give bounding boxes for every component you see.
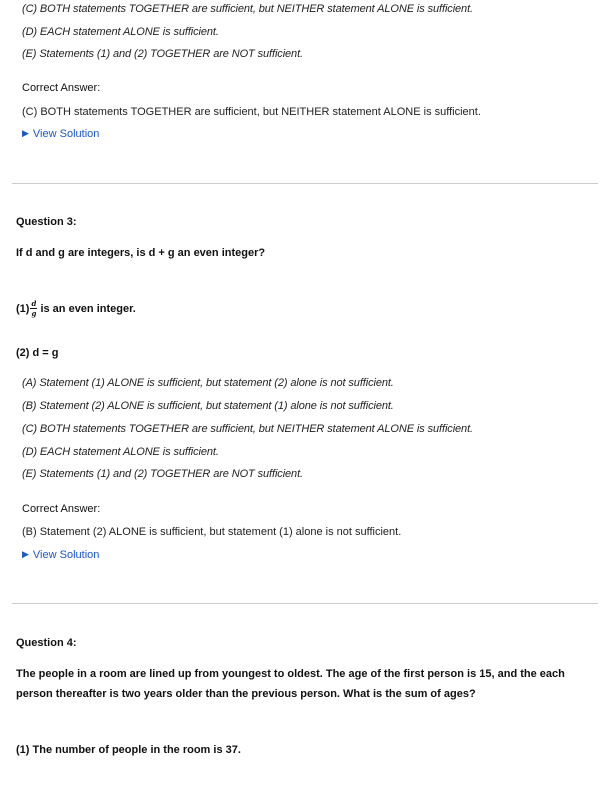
q3-statement-2: (2) d = g	[16, 347, 59, 359]
q2-view-solution-link[interactable]	[22, 128, 99, 140]
q3-view-solution-label: View Solution	[32, 549, 100, 561]
q4-question: The people in a room are lined up from youngest to oldest. The age of the first person is 15, and the each person thereafter is two years older than the previous person. What is the sum of ages?	[16, 668, 565, 700]
expand-triangle-icon: ▶	[22, 128, 29, 138]
q3-correct-answer: (B) Statement (2) ALONE is sufficient, but statement (1) alone is not sufficient.	[22, 526, 402, 538]
fraction-denominator: g	[31, 309, 37, 318]
q3-option-b: (B) Statement (2) ALONE is sufficient, but statement (1) alone is not sufficient.	[22, 400, 394, 412]
q3-option-d: (D) EACH statement ALONE is sufficient.	[22, 446, 219, 458]
expand-triangle-icon: ▶	[22, 549, 29, 559]
fraction-numerator: d	[31, 299, 37, 308]
q3-option-c: (C) BOTH statements TOGETHER are sufficient, but NEITHER statement ALONE is sufficient.	[22, 423, 473, 435]
q3-view-solution-link[interactable]	[22, 549, 99, 561]
q3-stmt1-prefix: (1)	[16, 302, 30, 315]
q2-correct-answer-label: Correct Answer:	[22, 82, 101, 94]
q2-option-d: (D) EACH statement ALONE is sufficient.	[22, 26, 219, 38]
divider	[12, 183, 598, 184]
q3-statement-1	[16, 300, 136, 317]
q2-option-e: (E) Statements (1) and (2) TOGETHER are NOT sufficient.	[22, 48, 303, 60]
q2-view-solution-label: View Solution	[32, 128, 100, 140]
fraction-d-over-g	[30, 300, 37, 317]
q3-heading: Question 3:	[16, 216, 77, 228]
divider	[12, 603, 598, 604]
q2-correct-answer: (C) BOTH statements TOGETHER are sufficient, but NEITHER statement ALONE is sufficient.	[22, 106, 481, 118]
q3-option-e: (E) Statements (1) and (2) TOGETHER are NOT sufficient.	[22, 468, 303, 480]
q4-statement-1: (1) The number of people in the room is 37.	[16, 744, 241, 756]
q3-question: If d and g are integers, is d + g an even integer?	[16, 247, 266, 259]
q3-option-a: (A) Statement (1) ALONE is sufficient, but statement (2) alone is not sufficient.	[22, 377, 394, 389]
q4-heading: Question 4:	[16, 637, 77, 649]
q3-stmt1-suffix: is an even integer.	[40, 302, 136, 315]
q2-option-c: (C) BOTH statements TOGETHER are sufficient, but NEITHER statement ALONE is sufficient.	[22, 3, 473, 15]
q3-correct-answer-label: Correct Answer:	[22, 503, 101, 515]
